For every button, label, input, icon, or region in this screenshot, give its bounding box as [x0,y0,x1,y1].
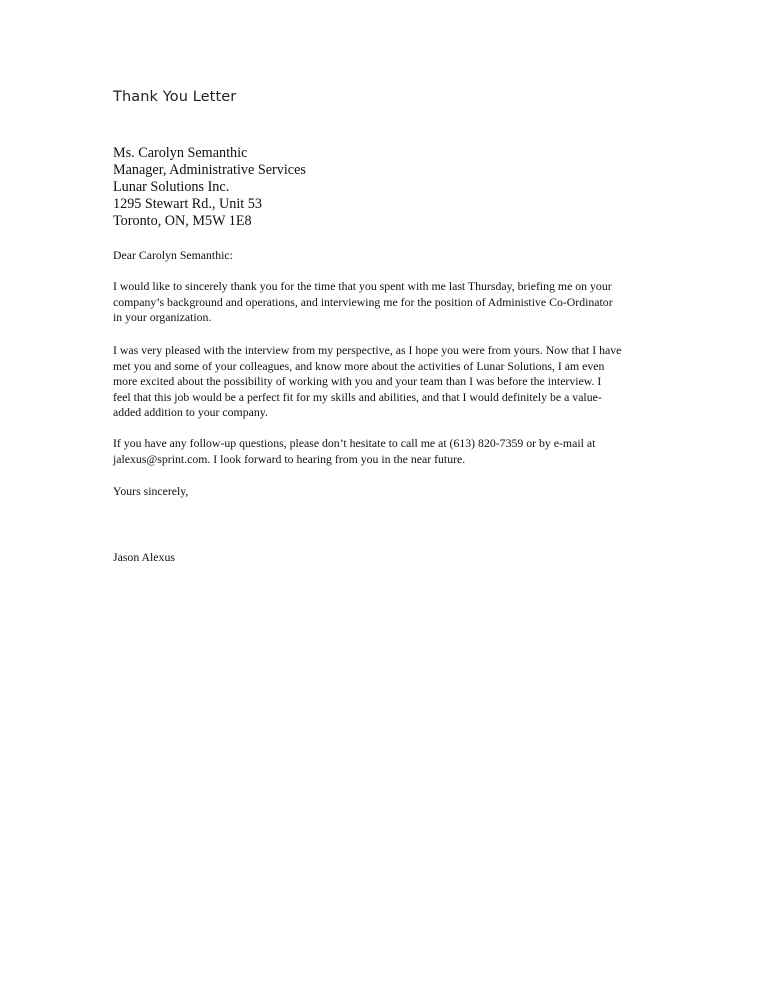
body-paragraph-1 [113,279,673,326]
body-paragraph-3 [113,436,673,467]
paragraph-line: added addition to your company. [113,405,268,419]
recipient-company: Lunar Solutions Inc. [113,179,230,195]
document-title: Thank You Letter [113,89,237,105]
paragraph-line: company’s background and operations, and interviewing me for the position of Administive Co-Ordinator [113,294,613,309]
paragraph-line: in your organization. [113,310,212,324]
signature-name: Jason Alexus [113,550,175,564]
recipient-name: Ms. Carolyn Semanthic [113,145,248,161]
recipient-position: Manager, Administrative Services [113,162,306,178]
body-paragraph-2 [113,343,673,421]
paragraph-line: I would like to sincerely thank you for the time that you spent with me last Thursday, briefing me on your [113,279,612,293]
complimentary-close: Yours sincerely, [113,484,189,498]
paragraph-line: jalexus@sprint.com. I look forward to hearing from you in the near future. [113,451,466,466]
paragraph-line: I was very pleased with the interview from my perspective, as I hope you were from yours. Now that I have [113,343,622,357]
recipient-street: 1295 Stewart Rd., Unit 53 [113,196,262,212]
paragraph-line: If you have any follow-up questions, please don’t hesitate to call me at (613) 820-7359 or by e-mail at [113,436,596,450]
paragraph-line: feel that this job would be a perfect fit for my skills and abilities, and that I would definitely be a value- [113,389,602,404]
salutation: Dear Carolyn Semanthic: [113,248,233,262]
paragraph-line: met you and some of your colleagues, and know more about the activities of Lunar Solutions, I am even [113,358,605,373]
paragraph-line: more excited about the possibility of working with you and your team than I was before the interview. I [113,374,602,388]
recipient-city-line: Toronto, ON, M5W 1E8 [113,213,252,229]
recipient-address-block [113,145,306,230]
